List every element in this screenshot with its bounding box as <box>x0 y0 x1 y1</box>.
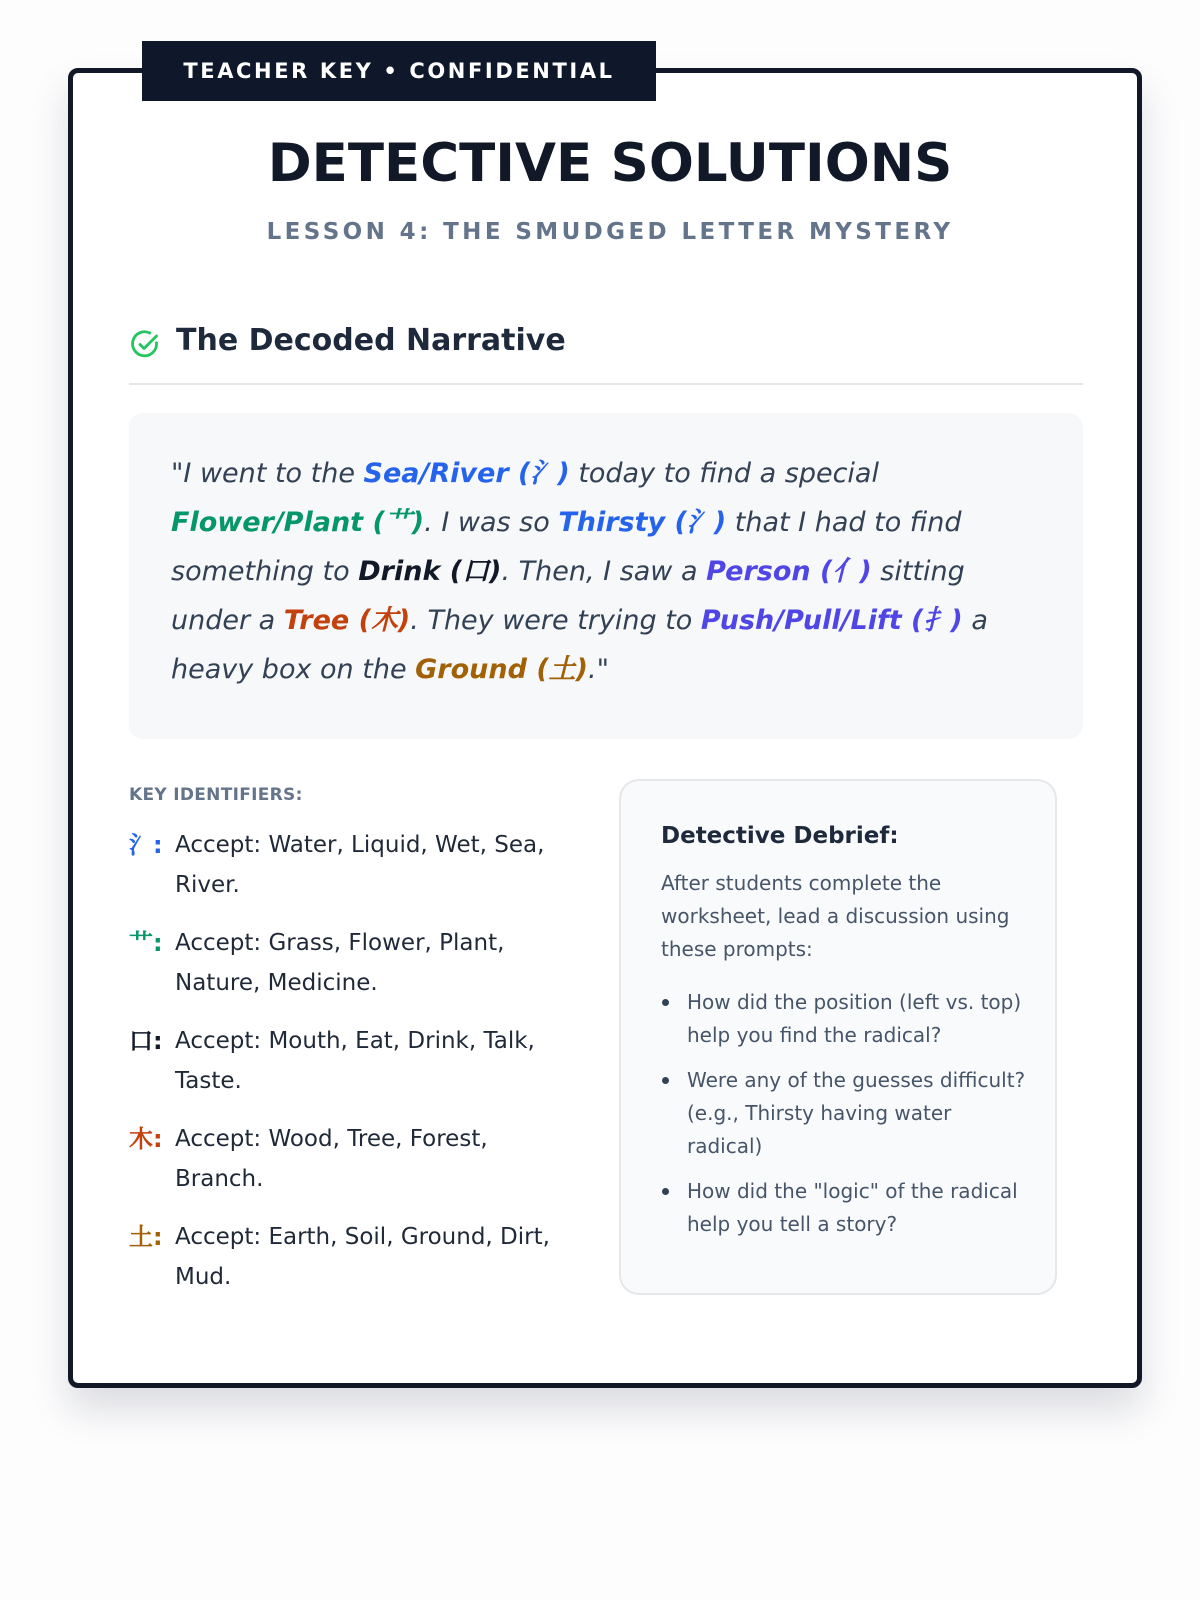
prompt-text: How did the position (left vs. top) help you find the radical? <box>687 990 1022 1047</box>
list-item <box>661 1064 1031 1163</box>
radical-symbol: 艹: <box>129 929 163 957</box>
key-identifiers-heading: KEY IDENTIFIERS: <box>129 785 303 805</box>
bullet-icon <box>662 1077 669 1084</box>
list-item <box>129 1119 569 1217</box>
page-title: DETECTIVE SOLUTIONS <box>267 133 953 194</box>
decoded-narrative <box>129 413 1083 739</box>
narrative-segment: that I had to find something to <box>171 507 962 587</box>
list-item <box>129 1021 569 1119</box>
prompt-text: How did the "logic" of the radical help you tell a story? <box>687 1179 1018 1236</box>
section-header <box>129 323 1083 385</box>
accepted-answers: Accept: Water, Liquid, Wet, Sea, River. <box>175 832 545 898</box>
highlighted-term: Thirsty (氵) <box>558 507 727 538</box>
narrative-text <box>171 458 988 685</box>
debrief-prompts <box>661 986 1031 1241</box>
narrative-segment: . They were trying to <box>410 605 701 636</box>
bullet-icon <box>662 1188 669 1195</box>
detective-debrief-panel <box>619 779 1057 1295</box>
radical-symbol: 木: <box>129 1125 163 1153</box>
accepted-answers: Accept: Earth, Soil, Ground, Dirt, Mud. <box>175 1224 550 1290</box>
radical-symbol: 口: <box>129 1027 163 1055</box>
radical-symbol: 氵: <box>129 831 163 859</box>
list-item <box>661 1175 1031 1241</box>
lesson-subtitle: LESSON 4: THE SMUDGED LETTER MYSTERY <box>266 219 954 245</box>
bullet-icon <box>662 999 669 1006</box>
section-title: The Decoded Narrative <box>176 323 566 358</box>
debrief-title: Detective Debrief: <box>661 823 899 849</box>
narrative-segment: . I was so <box>424 507 559 538</box>
list-item <box>129 1217 569 1315</box>
list-item <box>129 923 569 1021</box>
highlighted-term: Drink (口) <box>358 556 502 587</box>
accepted-answers: Accept: Wood, Tree, Forest, Branch. <box>175 1126 488 1192</box>
highlighted-term: Flower/Plant (艹) <box>171 507 425 538</box>
accepted-answers: Accept: Grass, Flower, Plant, Nature, Medicine. <box>175 930 505 996</box>
teacher-key-card <box>68 68 1142 1388</box>
list-item <box>129 825 569 923</box>
accepted-answers: Accept: Mouth, Eat, Drink, Talk, Taste. <box>175 1028 535 1094</box>
highlighted-term: Person (亻) <box>706 556 872 587</box>
highlighted-term: Tree (木) <box>283 605 411 636</box>
narrative-segment: a heavy box on the <box>171 605 988 685</box>
narrative-segment: today to find a special <box>569 458 879 489</box>
list-item <box>661 986 1031 1052</box>
debrief-intro: After students complete the worksheet, lead a discussion using these prompts: <box>661 871 1010 961</box>
narrative-segment: "I went to the <box>171 458 364 489</box>
key-identifiers-list <box>129 825 569 1315</box>
narrative-segment: sitting under a <box>171 556 965 636</box>
radical-symbol: 土: <box>129 1223 163 1251</box>
highlighted-term: Ground (土) <box>415 654 589 685</box>
narrative-segment: . Then, I saw a <box>501 556 707 587</box>
highlighted-term: Sea/River (氵) <box>363 458 570 489</box>
prompt-text: Were any of the guesses difficult? (e.g., Thirsty having water radical) <box>687 1068 1026 1158</box>
highlighted-term: Push/Pull/Lift (扌) <box>700 605 963 636</box>
confidential-badge: TEACHER KEY • CONFIDENTIAL <box>142 41 656 101</box>
check-circle-icon <box>129 328 161 360</box>
narrative-segment: ." <box>588 654 610 685</box>
